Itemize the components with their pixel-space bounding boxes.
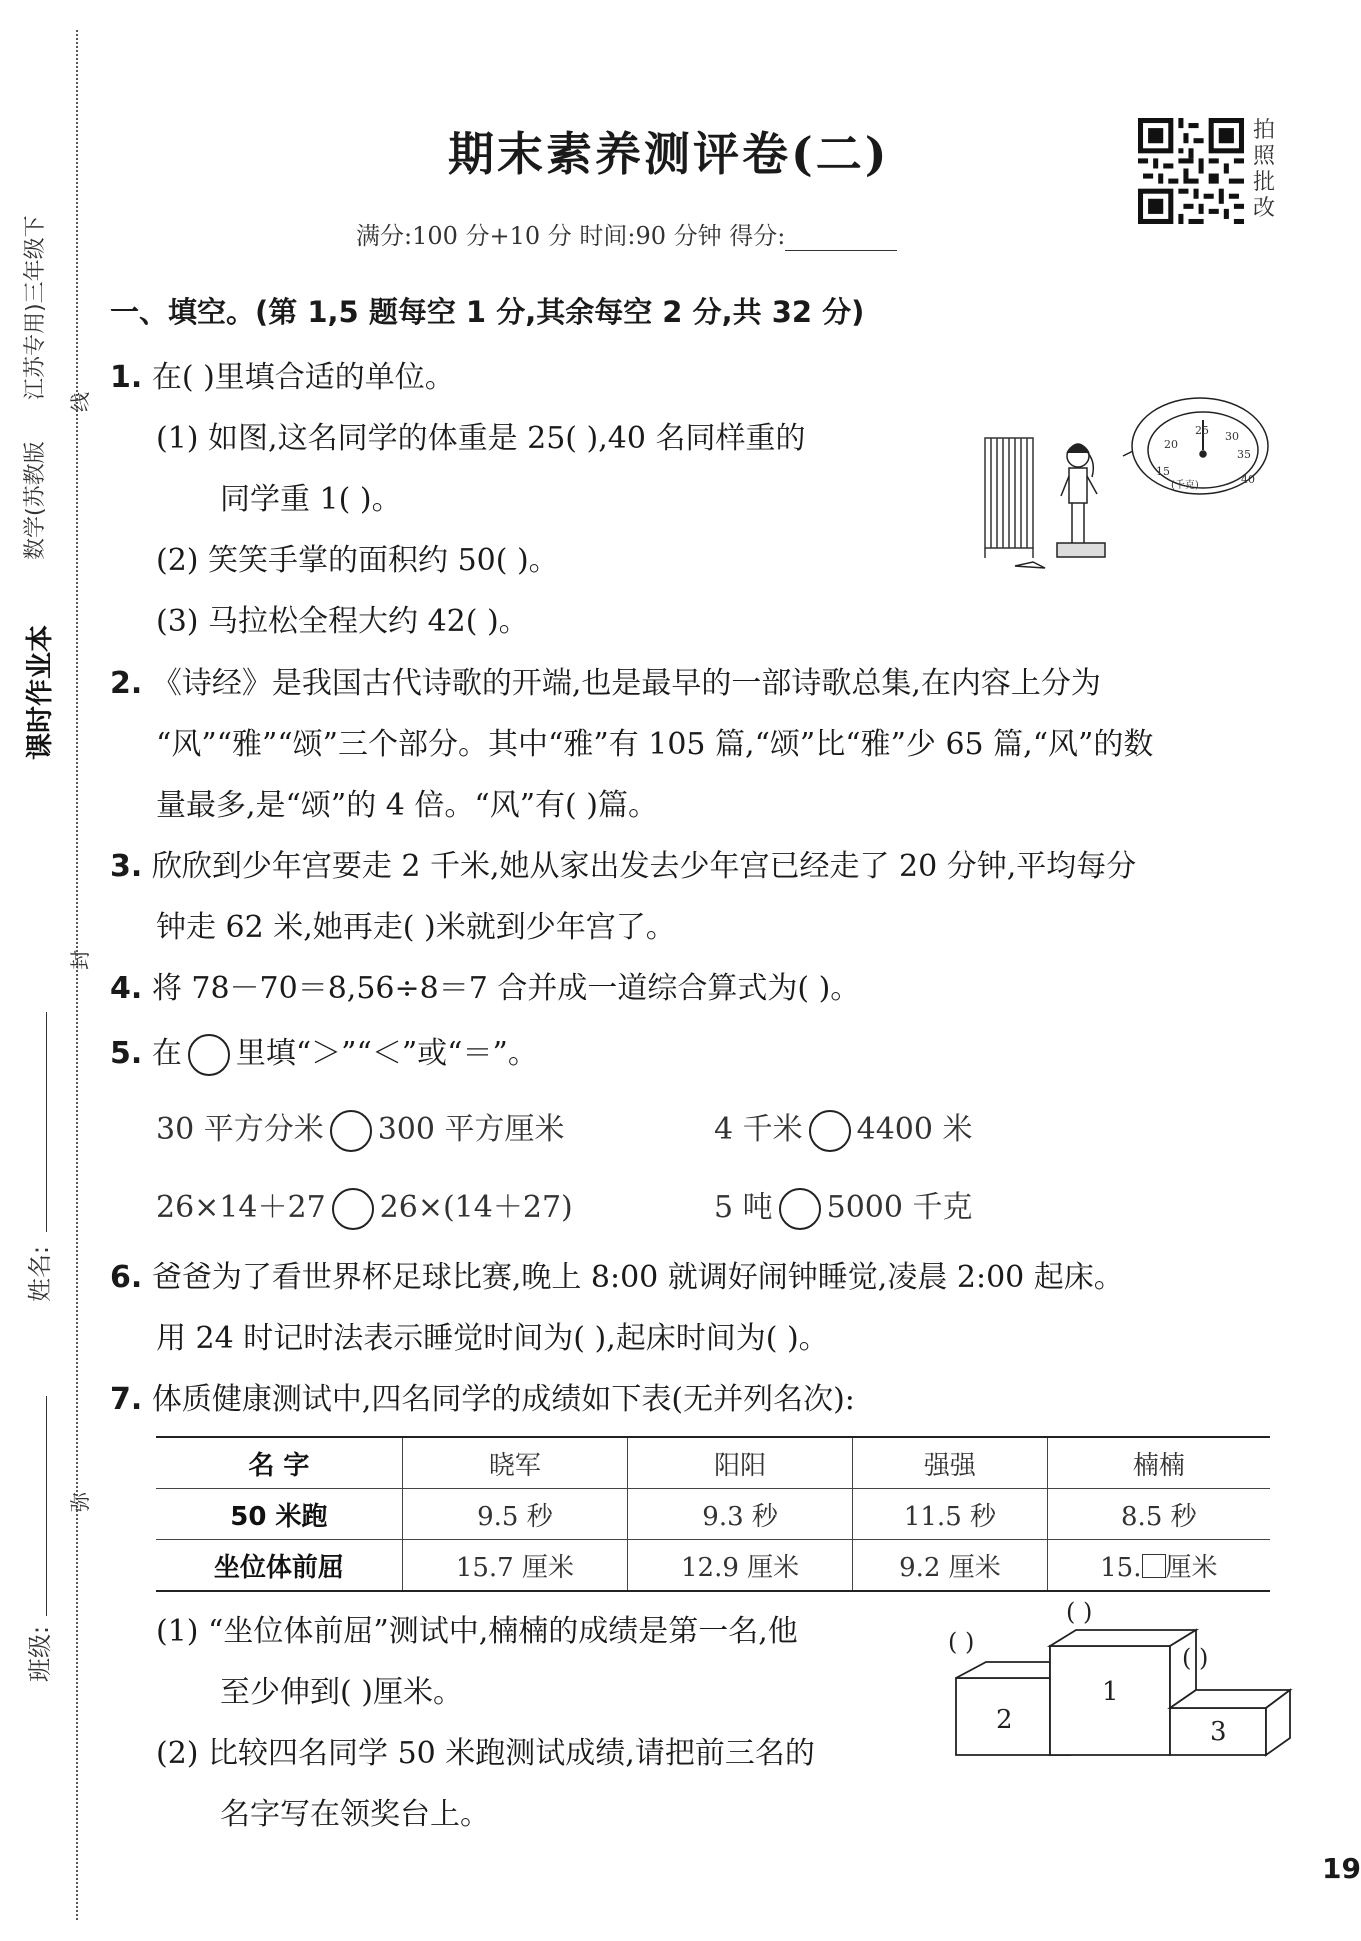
question-number: 3. bbox=[110, 849, 143, 884]
compare-right: 4400 米 bbox=[856, 1112, 973, 1147]
question-number: 1. bbox=[110, 360, 143, 395]
question-number: 7. bbox=[110, 1382, 143, 1417]
name-label: 姓名: bbox=[26, 1245, 54, 1302]
question-number: 4. bbox=[110, 971, 143, 1006]
sidebar-seal-mark: 封 bbox=[68, 950, 92, 970]
table-cell: 50 米跑 bbox=[230, 1501, 328, 1532]
q1-part-1-line-1: (1) 如图,这名同学的体重是 25( ),40 名同样重的 bbox=[156, 421, 806, 456]
dial-tick: 25 bbox=[1195, 424, 1209, 437]
score-info-text: 满分:100 分+10 分 时间:90 分钟 得分: bbox=[356, 222, 786, 250]
sidebar-subject: 数学(苏教版 bbox=[23, 441, 48, 560]
page-title: 期末素养测评卷(二) bbox=[448, 127, 890, 181]
student-icon bbox=[1015, 444, 1105, 568]
dial-tick: 15 bbox=[1156, 465, 1170, 478]
q2-line-2: “风”“雅”“颂”三个部分。其中“雅”有 105 篇,“颂”比“雅”少 65 篇,“风”的数 bbox=[156, 727, 1154, 762]
question-number: 5. bbox=[110, 1036, 143, 1071]
podium-rank-1: 1 bbox=[1102, 1677, 1119, 1707]
dial-tick: 20 bbox=[1164, 438, 1178, 451]
q1-part-2: (2) 笑笑手掌的面积约 50( )。 bbox=[156, 543, 559, 578]
question-text-post: 里填“＞”“＜”或“＝”。 bbox=[235, 1036, 538, 1071]
cell-prefix: 15. bbox=[1100, 1552, 1142, 1583]
compare-circle-icon bbox=[188, 1034, 230, 1076]
cell-suffix: 厘米 bbox=[1165, 1552, 1218, 1583]
question-text: 将 78－70＝8,56÷8＝7 合并成一道综合算式为( )。 bbox=[151, 971, 861, 1006]
q6-line-2: 用 24 时记时法表示睡觉时间为( ),起床时间为( )。 bbox=[156, 1321, 829, 1356]
q2-line-3: 量最多,是“颂”的 4 倍。“风”有( )篇。 bbox=[156, 788, 658, 823]
table-cell: 9.5 秒 bbox=[402, 1489, 627, 1540]
table-cell: 9.3 秒 bbox=[628, 1489, 853, 1540]
question-text: 在( )里填合适的单位。 bbox=[151, 360, 455, 395]
q5-row-1-left bbox=[156, 1104, 565, 1152]
question-text: 体质健康测试中,四名同学的成绩如下表(无并列名次): bbox=[151, 1382, 855, 1417]
question-4 bbox=[110, 963, 860, 1007]
q3-line-2: 钟走 62 米,她再走( )米就到少年宫了。 bbox=[156, 910, 676, 945]
podium-first-blank[interactable]: ( ) bbox=[1066, 1598, 1093, 1626]
question-text: 爸爸为了看世界杯足球比赛,晚上 8:00 就调好闹钟睡觉,凌晨 2:00 起床。 bbox=[151, 1260, 1124, 1295]
weighing-scale-illustration bbox=[975, 398, 1275, 578]
table-row bbox=[156, 1540, 1270, 1592]
table-header-cell: 强强 bbox=[853, 1437, 1047, 1489]
page-number: 19 bbox=[1322, 1852, 1361, 1885]
score-blank[interactable] bbox=[785, 224, 897, 251]
compare-answer-circle[interactable] bbox=[809, 1110, 851, 1152]
table-header-cell: 晓军 bbox=[402, 1437, 627, 1489]
question-text: 欣欣到少年宫要走 2 千米,她从家出发去少年宫已经走了 20 分钟,平均每分 bbox=[151, 849, 1137, 884]
table-cell: 15.7 厘米 bbox=[402, 1540, 627, 1592]
podium-rank-3: 3 bbox=[1210, 1717, 1227, 1747]
table-cell: 8.5 秒 bbox=[1047, 1489, 1270, 1540]
table-header-cell: 名 字 bbox=[248, 1450, 310, 1481]
compare-answer-circle[interactable] bbox=[330, 1110, 372, 1152]
table-cell bbox=[1047, 1540, 1270, 1592]
table-header-cell: 楠楠 bbox=[1047, 1437, 1270, 1489]
sidebar-edition: 江苏专用)三年级下 bbox=[23, 215, 48, 400]
table-header-cell: 阳阳 bbox=[628, 1437, 853, 1489]
question-text: 《诗经》是我国古代诗歌的开端,也是最早的一部诗歌总集,在内容上分为 bbox=[151, 666, 1101, 701]
dial-unit: (千克) bbox=[1171, 480, 1199, 491]
dial-tick: 40 bbox=[1241, 473, 1255, 486]
question-text-pre: 在 bbox=[151, 1036, 182, 1071]
question-5 bbox=[110, 1028, 538, 1076]
question-3 bbox=[110, 841, 1136, 885]
fitness-scores-table bbox=[156, 1436, 1270, 1592]
class-label: 班级: bbox=[26, 1625, 54, 1682]
question-number: 2. bbox=[110, 666, 143, 701]
question-7 bbox=[110, 1374, 855, 1418]
table-cell: 坐位体前屈 bbox=[213, 1552, 344, 1583]
table-row bbox=[156, 1489, 1270, 1540]
radiator-icon bbox=[985, 438, 1033, 558]
podium-second-blank[interactable]: ( ) bbox=[948, 1628, 975, 1656]
dial-tick: 30 bbox=[1225, 430, 1239, 443]
qr-code-icon[interactable] bbox=[1138, 118, 1244, 224]
q7-part-2-line-1: (2) 比较四名同学 50 米跑测试成绩,请把前三名的 bbox=[156, 1736, 815, 1771]
q7-part-1-line-1: (1) “坐位体前屈”测试中,楠楠的成绩是第一名,他 bbox=[156, 1614, 798, 1649]
q1-part-3: (3) 马拉松全程大约 42( )。 bbox=[156, 604, 529, 639]
podium-rank-2: 2 bbox=[996, 1705, 1013, 1735]
sidebar-cut-line-mark: 线 bbox=[68, 392, 92, 412]
dial-tick: 35 bbox=[1237, 448, 1251, 461]
q7-part-1-line-2: 至少伸到( )厘米。 bbox=[220, 1675, 463, 1710]
sidebar-seal-mark-2: 弥 bbox=[68, 1492, 92, 1512]
compare-left: 4 千米 bbox=[714, 1112, 803, 1147]
compare-answer-circle[interactable] bbox=[779, 1188, 821, 1230]
q7-part-2-line-2: 名字写在领奖台上。 bbox=[220, 1797, 490, 1832]
podium-third-blank[interactable]: ( ) bbox=[1182, 1644, 1209, 1672]
question-1 bbox=[110, 352, 455, 396]
class-field-line[interactable] bbox=[46, 1396, 47, 1616]
binding-dotted-line bbox=[76, 30, 78, 1920]
compare-right: 300 平方厘米 bbox=[377, 1112, 565, 1147]
section-1-heading: 一、填空。(第 1,5 题每空 1 分,其余每空 2 分,共 32 分) bbox=[110, 295, 865, 329]
missing-digit-box[interactable] bbox=[1142, 1554, 1166, 1578]
qr-caption: 拍照批改 bbox=[1253, 118, 1276, 221]
q1-part-1-line-2: 同学重 1( )。 bbox=[220, 482, 402, 517]
table-cell: 9.2 厘米 bbox=[853, 1540, 1047, 1592]
question-6 bbox=[110, 1252, 1124, 1296]
question-2 bbox=[110, 658, 1101, 702]
compare-answer-circle[interactable] bbox=[332, 1188, 374, 1230]
table-cell: 12.9 厘米 bbox=[628, 1540, 853, 1592]
table-header-row bbox=[156, 1437, 1270, 1489]
question-number: 6. bbox=[110, 1260, 143, 1295]
name-field-line[interactable] bbox=[46, 1012, 47, 1232]
compare-right: 5000 千克 bbox=[826, 1190, 973, 1225]
sidebar-book-title: 课时作业本 bbox=[25, 625, 56, 760]
q5-row-1-right bbox=[714, 1104, 973, 1152]
score-info bbox=[356, 216, 897, 251]
compare-right: 26×(14＋27) bbox=[379, 1190, 573, 1225]
q5-row-2-right bbox=[714, 1182, 973, 1230]
q5-row-2-left bbox=[156, 1182, 573, 1230]
table-cell: 11.5 秒 bbox=[853, 1489, 1047, 1540]
compare-left: 5 吨 bbox=[714, 1190, 773, 1225]
compare-left: 30 平方分米 bbox=[156, 1112, 324, 1147]
podium-diagram bbox=[950, 1600, 1280, 1760]
compare-left: 26×14＋27 bbox=[156, 1190, 326, 1225]
